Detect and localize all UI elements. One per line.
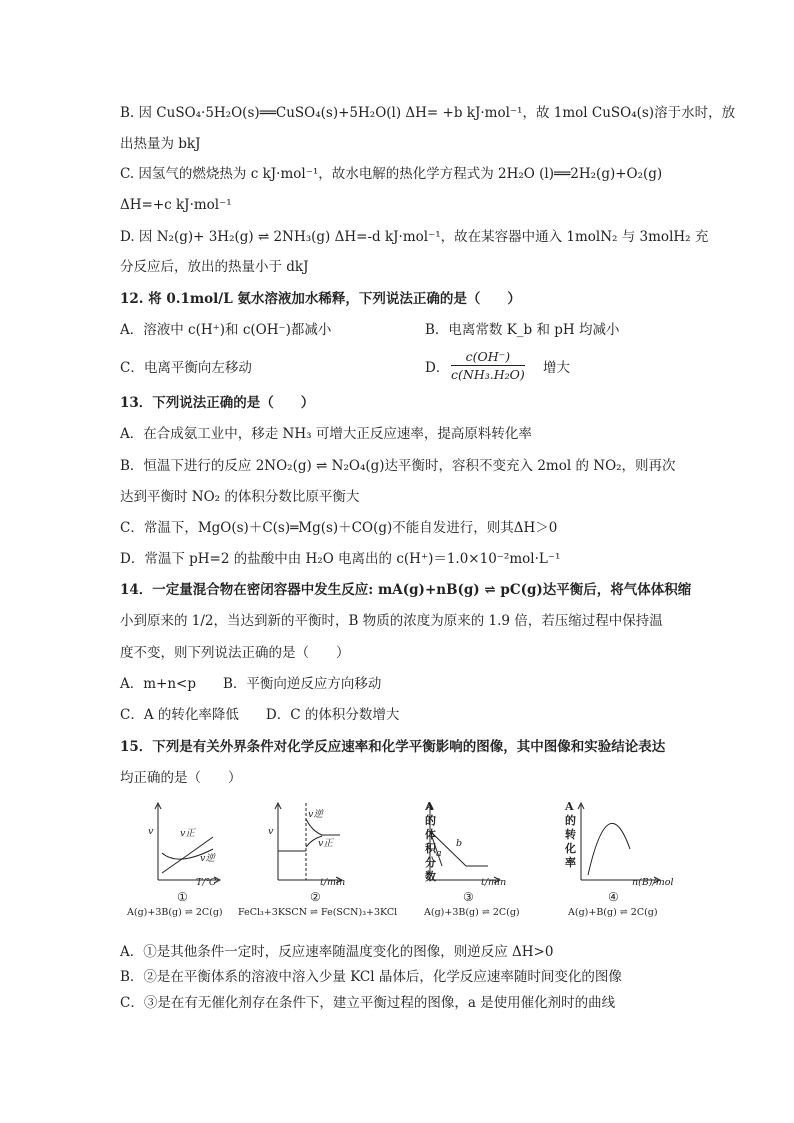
- q14-options-ab: A．m+n<p B．平衡向逆反应方向移动: [120, 676, 382, 692]
- fraction-denominator: c(NH₃.H₂O): [451, 367, 525, 382]
- figure-2-curve-reverse: [306, 819, 340, 835]
- q12-option-a: A．溶液中 c(H⁺)和 c(OH⁻)都减小: [120, 322, 332, 338]
- q12-option-d-after: 增大: [543, 360, 570, 376]
- figure-1-reaction: A(g)+3B(g) ⇌ 2C(g): [127, 907, 223, 918]
- figure-4-axes: [578, 803, 660, 883]
- option-d-line1: D. 因 N₂(g)+ 3H₂(g) ⇌ 2NH₃(g) ΔH=-d kJ·mol⁻¹，故在某容器中通入 1molN₂ 与 3molH₂ 充: [120, 229, 709, 245]
- question-15-line1: 15．下列是有关外界条件对化学反应速率和化学平衡影响的图像，其中图像和实验结论表达: [120, 739, 666, 755]
- figure-4-curve: [588, 823, 630, 875]
- figure-1-curve2-label: v逆: [200, 853, 215, 864]
- figure-2-y-label: v: [268, 826, 274, 837]
- figure-1-number: ①: [177, 890, 188, 904]
- figure-2-reaction: FeCl₃+3KSCN ⇌ Fe(SCN)₃+3KCl: [238, 907, 398, 918]
- figure-1-y-label: v: [148, 826, 154, 837]
- figure-3-axes: [427, 803, 500, 883]
- figure-4-reaction: A(g)+B(g) ⇌ 2C(g): [568, 907, 658, 918]
- question-14-line2: 小到原来的 1/2，当达到新的平衡时，B 物质的浓度为原来的 1.9 倍，若压缩过程中保持温: [120, 613, 663, 629]
- figure-4-number: ④: [608, 890, 619, 904]
- q12-option-d-fraction: [451, 349, 525, 382]
- figure-2-number: ②: [310, 890, 321, 904]
- option-c-line1: C. 因氢气的燃烧热为 c kJ·mol⁻¹，故水电解的热化学方程式为 2H₂O (l)══2H₂(g)+O₂(g): [120, 166, 663, 182]
- figure-1-curve1-label: v正: [180, 828, 195, 839]
- figure-3-y-label: A的体积分数: [425, 800, 436, 883]
- figure-1-x-label: T/℃: [196, 877, 217, 888]
- option-c-line2: ΔH=+c kJ·mol⁻¹: [120, 197, 232, 213]
- q13-option-d: D．常温下 pH=2 的盐酸中由 H₂O 电离出的 c(H⁺)＝1.0×10⁻²mol·L⁻¹: [120, 551, 561, 567]
- q13-option-b-line1: B．恒温下进行的反应 2NO₂(g) ⇌ N₂O₄(g)达平衡时，容积不变充入 2mol 的 NO₂，则再次: [120, 458, 676, 474]
- figure-2-curve1-label: v逆: [308, 809, 323, 820]
- question-15-line2: 均正确的是（ ）: [120, 770, 242, 786]
- q14-options-cd: C．A 的转化率降低 D．C 的体积分数增大: [120, 707, 400, 723]
- question-13: 13．下列说法正确的是（ ）: [120, 395, 315, 411]
- figure-3-number: ③: [463, 890, 474, 904]
- q13-option-a: A．在合成氨工业中，移走 NH₃ 可增大正反应速率，提高原料转化率: [120, 426, 532, 442]
- figure-4-y-label: A的转化率: [565, 800, 576, 869]
- question-12: 12. 将 0.1mol/L 氨水溶液加水稀释，下列说法正确的是（ ）: [120, 291, 521, 307]
- q13-option-c: C．常温下，MgO(s)＋C(s)═Mg(s)＋CO(g)不能自发进行，则其ΔH＞0: [120, 520, 558, 536]
- figure-2-x-label: t/min: [320, 877, 346, 888]
- q15-option-c: C．③是在有无催化剂存在条件下，建立平衡过程的图像，a 是使用催化剂时的曲线: [120, 995, 616, 1011]
- question-14-line3: 度不变，则下列说法正确的是（ ）: [120, 645, 350, 661]
- figure-2-curve2-label: v正: [318, 838, 333, 849]
- fraction-numerator: c(OH⁻): [465, 349, 511, 364]
- figure-3-reaction: A(g)+3B(g) ⇌ 2C(g): [424, 907, 520, 918]
- q15-option-b: B．②是在平衡体系的溶液中溶入少量 KCl 晶体后，化学反应速率随时间变化的图像: [120, 969, 622, 985]
- option-d-line2: 分反应后，放出的热量小于 dkJ: [120, 259, 309, 275]
- option-b-line1: B. 因 CuSO₄·5H₂O(s)══CuSO₄(s)+5H₂O(l) ΔH= +b kJ·mol⁻¹，故 1mol CuSO₄(s)溶于水时，放: [120, 105, 736, 121]
- q15-option-a: A．①是其他条件一定时，反应速率随温度变化的图像，则逆反应 ΔH>0: [120, 944, 554, 960]
- option-b-line2: 出热量为 bkJ: [120, 136, 201, 152]
- fraction-bar: [451, 365, 525, 366]
- question-14-line1: 14．一定量混合物在密闭容器中发生反应: mA(g)+nB(g) ⇌ pC(g)达平衡后，将气体体积缩: [120, 582, 692, 598]
- figure-3-curve1-label: b: [456, 838, 463, 849]
- q12-option-c: C．电离平衡向左移动: [120, 360, 252, 376]
- q13-option-b-line2: 达到平衡时 NO₂ 的体积分数比原平衡大: [120, 489, 360, 505]
- figure-3-x-label: t/min: [481, 877, 507, 888]
- figure-4-x-label: n(B)/mol: [632, 877, 674, 888]
- q12-option-b: B．电离常数 K_b 和 pH 均减小: [425, 322, 620, 338]
- figure-3-curve2-label: a: [436, 848, 442, 859]
- q12-option-d-label: D．: [425, 360, 450, 376]
